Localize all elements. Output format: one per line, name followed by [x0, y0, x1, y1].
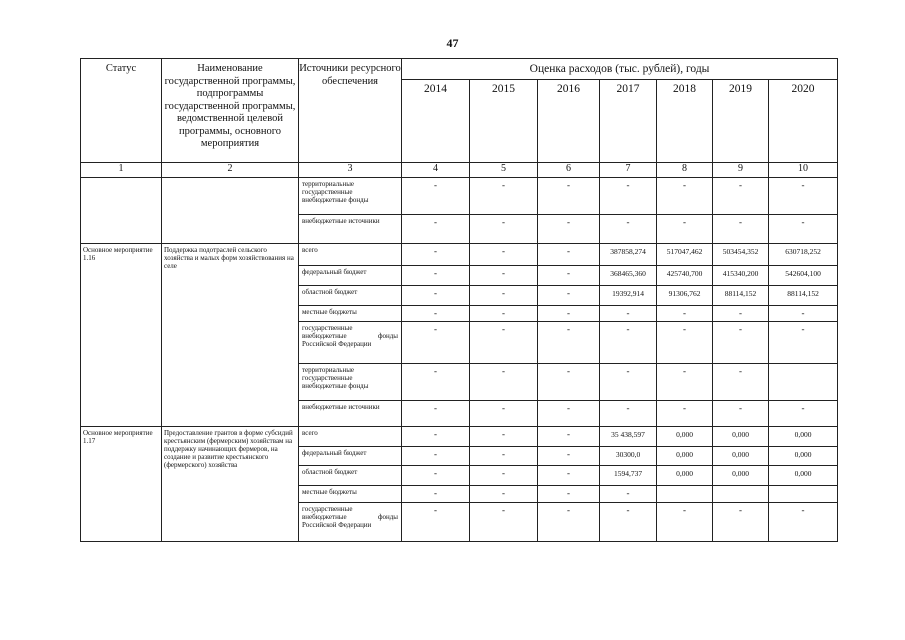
- expense-value-cell: 88114,152: [713, 286, 769, 306]
- funding-source-cell: федеральный бюджет: [299, 266, 402, 286]
- funding-source-cell: государственные внебюджетные фонды Российской Федерации: [299, 322, 402, 364]
- expense-value-cell: 415340,200: [713, 266, 769, 286]
- expense-value-cell: -: [402, 364, 470, 401]
- expense-value-cell: -: [470, 286, 538, 306]
- funding-source-cell: территориальные государственные внебюджетные фонды: [299, 178, 402, 215]
- expense-value-cell: -: [713, 401, 769, 427]
- expense-value-cell: -: [538, 306, 600, 322]
- expense-value-cell: 425740,700: [657, 266, 713, 286]
- funding-source-cell: федеральный бюджет: [299, 447, 402, 466]
- expense-value-cell: [769, 364, 838, 401]
- column-number: 10: [769, 163, 838, 178]
- expense-value-cell: -: [402, 401, 470, 427]
- header-year: 2019: [713, 80, 769, 163]
- expense-value-cell: -: [538, 286, 600, 306]
- expense-value-cell: 30300,0: [600, 447, 657, 466]
- expense-value-cell: -: [538, 244, 600, 266]
- expense-value-cell: -: [657, 215, 713, 244]
- expense-value-cell: -: [402, 244, 470, 266]
- expense-value-cell: -: [600, 306, 657, 322]
- expense-value-cell: -: [538, 486, 600, 503]
- expense-value-cell: 0,000: [657, 427, 713, 447]
- expense-value-cell: 630718,252: [769, 244, 838, 266]
- funding-source-cell: местные бюджеты: [299, 306, 402, 322]
- expense-value-cell: -: [600, 486, 657, 503]
- expense-value-cell: 0,000: [657, 466, 713, 486]
- funding-source-cell: всего: [299, 244, 402, 266]
- page-number: 47: [446, 36, 459, 50]
- budget-table: [80, 58, 838, 542]
- expense-value-cell: -: [402, 486, 470, 503]
- funding-source-cell: всего: [299, 427, 402, 447]
- expense-value-cell: -: [769, 322, 838, 364]
- expense-value-cell: -: [600, 401, 657, 427]
- expense-value-cell: -: [470, 427, 538, 447]
- column-number: 5: [470, 163, 538, 178]
- expense-value-cell: -: [600, 215, 657, 244]
- status-cell: [81, 178, 162, 244]
- expense-value-cell: 542604,100: [769, 266, 838, 286]
- expense-value-cell: -: [769, 306, 838, 322]
- expense-value-cell: -: [713, 364, 769, 401]
- program-name-cell: Предоставление грантов в форме субсидий крестьянским (фермерским) хозяйствам на поддержку начинающих фермеров, на создание и развитие крестьянского (фермерского) хозяйства: [162, 427, 299, 542]
- expense-value-cell: 0,000: [713, 427, 769, 447]
- header-year: 2014: [402, 80, 470, 163]
- header-expenses: Оценка расходов (тыс. рублей), годы: [402, 59, 838, 80]
- header-status: Статус: [81, 59, 162, 163]
- expense-value-cell: -: [470, 486, 538, 503]
- expense-value-cell: -: [769, 401, 838, 427]
- status-cell: Основное мероприятие 1.17: [81, 427, 162, 542]
- expense-value-cell: -: [402, 503, 470, 542]
- expense-value-cell: -: [713, 215, 769, 244]
- expense-value-cell: -: [470, 364, 538, 401]
- expense-value-cell: -: [657, 306, 713, 322]
- expense-value-cell: -: [657, 503, 713, 542]
- expense-value-cell: 0,000: [713, 447, 769, 466]
- expense-value-cell: -: [713, 503, 769, 542]
- expense-value-cell: -: [470, 306, 538, 322]
- expense-value-cell: -: [769, 178, 838, 215]
- expense-value-cell: 0,000: [769, 466, 838, 486]
- funding-source-cell: государственные внебюджетные фонды Российской Федерации: [299, 503, 402, 542]
- header-sources: Источники ресурсного обеспечения: [299, 59, 402, 163]
- table-row: [81, 244, 838, 266]
- header-year: 2015: [470, 80, 538, 163]
- expense-value-cell: [713, 486, 769, 503]
- funding-source-cell: территориальные государственные внебюджетные фонды: [299, 364, 402, 401]
- expense-value-cell: 91306,762: [657, 286, 713, 306]
- expense-value-cell: -: [470, 322, 538, 364]
- expense-value-cell: -: [657, 178, 713, 215]
- expense-value-cell: -: [538, 322, 600, 364]
- expense-value-cell: -: [470, 266, 538, 286]
- expense-value-cell: -: [402, 466, 470, 486]
- expense-value-cell: -: [402, 266, 470, 286]
- expense-value-cell: -: [538, 178, 600, 215]
- expense-value-cell: -: [769, 503, 838, 542]
- expense-value-cell: -: [402, 447, 470, 466]
- expense-value-cell: 0,000: [769, 427, 838, 447]
- expense-value-cell: -: [600, 364, 657, 401]
- funding-source-cell: областной бюджет: [299, 466, 402, 486]
- expense-value-cell: 88114,152: [769, 286, 838, 306]
- expense-value-cell: 368465,360: [600, 266, 657, 286]
- expense-value-cell: [769, 486, 838, 503]
- expense-value-cell: 0,000: [713, 466, 769, 486]
- expense-value-cell: -: [470, 178, 538, 215]
- expense-value-cell: -: [713, 178, 769, 215]
- expense-value-cell: -: [470, 503, 538, 542]
- expense-value-cell: -: [402, 215, 470, 244]
- expense-value-cell: -: [538, 266, 600, 286]
- column-number: 3: [299, 163, 402, 178]
- program-name-cell: [162, 178, 299, 244]
- table-row: [81, 427, 838, 447]
- expense-value-cell: -: [538, 401, 600, 427]
- expense-value-cell: -: [470, 447, 538, 466]
- expense-value-cell: -: [713, 306, 769, 322]
- status-cell: Основное мероприятие 1.16: [81, 244, 162, 427]
- expense-value-cell: -: [470, 466, 538, 486]
- expense-value-cell: -: [713, 322, 769, 364]
- funding-source-cell: местные бюджеты: [299, 486, 402, 503]
- expense-value-cell: -: [657, 322, 713, 364]
- expense-value-cell: -: [538, 215, 600, 244]
- funding-source-cell: внебюджетные источники: [299, 401, 402, 427]
- expense-value-cell: -: [538, 364, 600, 401]
- expense-value-cell: [657, 486, 713, 503]
- expense-value-cell: -: [402, 427, 470, 447]
- header-name: Наименование государственной программы, подпрограммы государственной программы, ведомственной целевой программы, основного мероприятия: [162, 59, 299, 163]
- expense-value-cell: -: [402, 306, 470, 322]
- header-year: 2016: [538, 80, 600, 163]
- column-number: 2: [162, 163, 299, 178]
- column-number: 6: [538, 163, 600, 178]
- expense-value-cell: -: [538, 427, 600, 447]
- expense-value-cell: 19392,914: [600, 286, 657, 306]
- expense-value-cell: 517047,462: [657, 244, 713, 266]
- expense-value-cell: 0,000: [769, 447, 838, 466]
- expense-value-cell: -: [402, 178, 470, 215]
- expense-value-cell: -: [657, 401, 713, 427]
- header-year: 2017: [600, 80, 657, 163]
- expense-value-cell: 35 438,597: [600, 427, 657, 447]
- expense-value-cell: -: [600, 322, 657, 364]
- funding-source-cell: внебюджетные источники: [299, 215, 402, 244]
- expense-value-cell: -: [538, 466, 600, 486]
- expense-value-cell: 0,000: [657, 447, 713, 466]
- expense-value-cell: 1594,737: [600, 466, 657, 486]
- table-row: [81, 178, 838, 215]
- expense-value-cell: -: [470, 244, 538, 266]
- expense-value-cell: -: [769, 215, 838, 244]
- column-number: 9: [713, 163, 769, 178]
- expense-value-cell: 387858,274: [600, 244, 657, 266]
- expense-value-cell: -: [402, 286, 470, 306]
- header-year: 2018: [657, 80, 713, 163]
- expense-value-cell: -: [538, 503, 600, 542]
- expense-value-cell: -: [538, 447, 600, 466]
- funding-source-cell: областной бюджет: [299, 286, 402, 306]
- header-year: 2020: [769, 80, 838, 163]
- expense-value-cell: -: [470, 215, 538, 244]
- column-number: 7: [600, 163, 657, 178]
- expense-value-cell: -: [600, 178, 657, 215]
- column-number: 4: [402, 163, 470, 178]
- column-number: 8: [657, 163, 713, 178]
- expense-value-cell: 503454,352: [713, 244, 769, 266]
- expense-value-cell: -: [402, 322, 470, 364]
- expense-value-cell: -: [470, 401, 538, 427]
- expense-value-cell: -: [600, 503, 657, 542]
- column-number: 1: [81, 163, 162, 178]
- program-name-cell: Поддержка подотраслей сельского хозяйства и малых форм хозяйствования на селе: [162, 244, 299, 427]
- expense-value-cell: -: [657, 364, 713, 401]
